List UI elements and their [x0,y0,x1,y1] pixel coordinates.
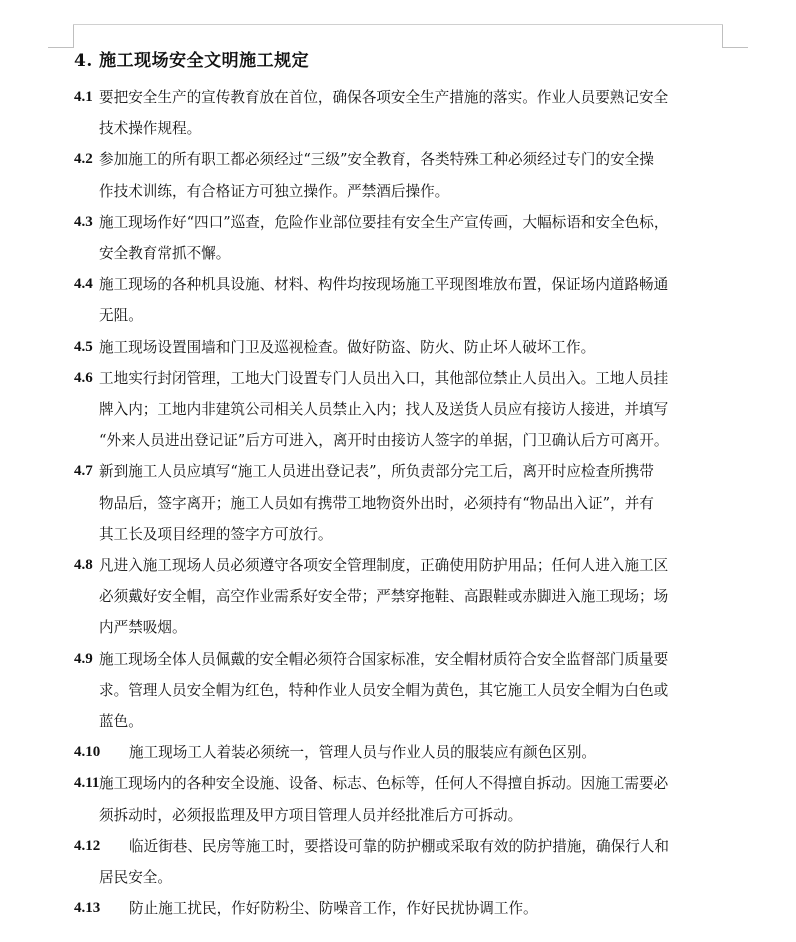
clause-text-line: 须拆动时，必须报监理及甲方项目管理人员并经批准后方可拆动。 [99,806,523,824]
clause-4-10 [74,737,722,768]
clause-text-line: 施工现场内的各种安全设施、设备、标志、色标等，任何人不得擅自拆动。因施工需要必 [99,775,669,793]
clause-number: 4.5 [74,338,93,355]
clause-text-line: 施工现场作好“四口”巡查，危险作业部位要挂有安全生产宣传画，大幅标语和安全色标， [99,213,669,231]
clause-number: 4.2 [74,151,93,168]
clause-4-5 [74,332,722,363]
clause-text-line: “外来人员进出登记证”后方可进入，离开时由接访人签字的单据，门卫确认后方可离开。 [99,432,669,450]
clause-text-line: 施工现场全体人员佩戴的安全帽必须符合国家标准，安全帽材质符合安全监督部门质量要 [99,650,669,668]
clause-4-9 [74,644,722,738]
crop-mark-top-left [48,47,74,48]
clause-4-13 [74,893,722,924]
clause-number: 4.8 [74,557,93,574]
section-heading: 4. 施工现场安全文明施工规定 [74,51,310,71]
clause-4-3 [74,207,722,269]
clause-text-line: 内严禁吸烟。 [99,619,187,637]
clause-text-line: 防止施工扰民，作好防粉尘、防噪音工作，作好民扰协调工作。 [129,900,538,918]
clause-number: 4.4 [74,276,93,293]
document-body [74,46,722,924]
clause-4-7 [74,456,722,550]
clause-text-line: 参加施工的所有职工都必须经过“三级”安全教育，各类特殊工种必须经过专门的安全操 [99,151,654,169]
clause-text-line: 其工长及项目经理的签字方可放行。 [99,525,333,543]
crop-mark-top-right-vertical [722,25,723,48]
crop-mark-top-right [722,47,748,48]
clause-text-line: 临近街巷、民房等施工时，要搭设可靠的防护棚或采取有效的防护措施，确保行人和 [129,837,669,855]
clause-4-6 [74,363,722,457]
clause-text-line: 必须戴好安全帽，高空作业需系好安全带；严禁穿拖鞋、高跟鞋或赤脚进入施工现场；场 [99,588,669,606]
page-top-edge [73,24,723,25]
clause-text-line: 物品后，签字离开；施工人员如有携带工地物资外出时，必须持有“物品出入证”，并有 [99,494,654,512]
clause-number: 4.13 [74,900,101,917]
clause-text-line: 凡进入施工现场人员必须遵守各项安全管理制度，正确使用防护用品；任何人进入施工区 [99,557,669,575]
clause-text-line: 施工现场设置围墙和门卫及巡视检查。做好防盗、防火、防止坏人破坏工作。 [99,338,596,356]
clause-text-line: 求。管理人员安全帽为红色，特种作业人员安全帽为黄色，其它施工人员安全帽为白色或 [99,681,669,699]
clause-text-line: 无阻。 [99,307,143,325]
clause-number: 4.11 [74,775,100,792]
clause-number: 4.7 [74,463,93,480]
clause-text-line: 牌入内；工地内非建筑公司相关人员禁止入内；找人及送货人员应有接访人接进，并填写 [99,401,669,419]
clause-text-line: 居民安全。 [99,869,172,887]
clause-4-8 [74,550,722,644]
clause-4-2 [74,144,722,206]
clause-text-line: 施工现场工人着装必须统一，管理人员与作业人员的服装应有颜色区别。 [129,744,597,762]
clause-number: 4.10 [74,744,101,761]
clause-4-1 [74,82,722,144]
clause-text-line: 作技术训练，有合格证方可独立操作。严禁酒后操作。 [99,182,450,200]
clause-text-line: 蓝色。 [99,713,143,731]
clause-number: 4.1 [74,89,93,105]
clause-number: 4.6 [74,369,93,386]
clause-text-line: 新到施工人员应填写“施工人员进出登记表”，所负责部分完工后，离开时应检查所携带 [99,463,654,481]
clause-number: 4.3 [74,213,93,230]
clause-text-line: 要把安全生产的宣传教育放在首位，确保各项安全生产措施的落实。作业人员要熟记安全 [99,89,669,106]
clause-text-line: 工地实行封闭管理，工地大门设置专门人员出入口，其他部位禁止人员出入。工地人员挂 [99,369,669,387]
clause-4-11 [74,768,722,830]
clause-text-line: 技术操作规程。 [99,120,202,138]
crop-mark-top-left-vertical [73,25,74,48]
clause-number: 4.9 [74,650,93,667]
clause-text-line: 施工现场的各种机具设施、材料、构件均按现场施工平现图堆放布置，保证场内道路畅通 [99,276,669,294]
clause-4-12 [74,831,722,893]
clause-4-4 [74,269,722,331]
clause-number: 4.12 [74,837,101,854]
clause-text-line: 安全教育常抓不懈。 [99,245,231,263]
